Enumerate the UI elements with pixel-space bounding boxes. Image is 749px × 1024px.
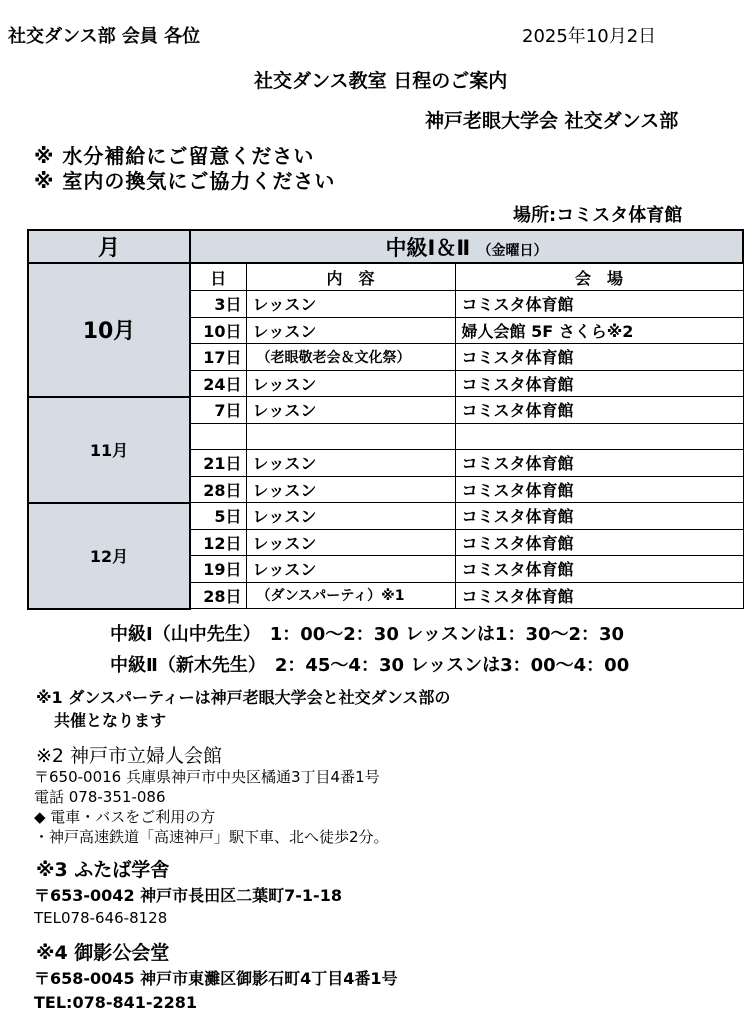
document-title: 社交ダンス教室 日程のご案内 <box>254 70 508 92</box>
day-cell <box>190 423 246 450</box>
table-row <box>28 397 743 424</box>
schedule-table <box>27 229 744 610</box>
content-cell: レッスン <box>246 397 455 424</box>
table-header-row <box>28 230 743 263</box>
class-time-level2: 中級Ⅱ（新木先生） 2：45〜4：30 レッスンは3：00〜4：00 <box>110 655 630 676</box>
venue2-title: ※2 神戸市立婦人会館 <box>36 745 223 767</box>
venue-cell: コミスタ体育館 <box>455 344 743 371</box>
venue3-phone: TEL078-646-8128 <box>34 909 168 927</box>
month-cell-october: 10月 <box>28 263 190 397</box>
class-time-level1: 中級Ⅰ（山中先生） 1：00〜2：30 レッスンは1：30〜2：30 <box>110 624 625 645</box>
venue4-phone: TEL:078-841-2281 <box>34 993 198 1012</box>
venue-cell: コミスタ体育館 <box>455 450 743 477</box>
day-cell: 21日 <box>190 450 246 477</box>
day-cell: 17日 <box>190 344 246 371</box>
organization-name: 神戸老眼大学会 社交ダンス部 <box>425 110 679 132</box>
venue-cell: コミスタ体育館 <box>455 556 743 583</box>
venue2-phone: 電話 078-351-086 <box>34 788 166 806</box>
month-cell-december: 12月 <box>28 503 190 609</box>
content-cell: レッスン <box>246 370 455 397</box>
content-cell: レッスン <box>246 291 455 318</box>
notice-ventilation: ※ 室内の換気にご協力ください <box>34 169 336 193</box>
day-column-header: 日 <box>190 263 246 291</box>
day-cell: 28日 <box>190 582 246 609</box>
venue4-title: ※4 御影公会堂 <box>36 942 170 964</box>
table-subheader-row <box>28 263 743 291</box>
month-cell-november: 11月 <box>28 397 190 503</box>
day-cell: 12日 <box>190 529 246 556</box>
day-cell: 7日 <box>190 397 246 424</box>
venue-cell: 婦人会館 5F さくら※2 <box>455 317 743 344</box>
venue-cell: コミスタ体育館 <box>455 370 743 397</box>
venue-cell <box>455 423 743 450</box>
day-cell: 19日 <box>190 556 246 583</box>
notice-hydration: ※ 水分補給にご留意ください <box>34 144 315 168</box>
class-column-header <box>190 230 743 263</box>
day-cell: 24日 <box>190 370 246 397</box>
table-row <box>28 503 743 530</box>
location-label: 場所:コミスタ体育館 <box>513 205 683 226</box>
class-name: 中級Ⅰ＆Ⅱ <box>385 235 471 260</box>
content-column-header: 内 容 <box>246 263 455 291</box>
content-cell: レッスン <box>246 556 455 583</box>
venue-cell: コミスタ体育館 <box>455 397 743 424</box>
content-cell: （ダンスパーティ）※1 <box>246 582 455 609</box>
day-cell: 3日 <box>190 291 246 318</box>
venue3-address: 〒653-0042 神戸市長田区二葉町7-1-18 <box>34 886 342 905</box>
footnote-party-line1: ※1 ダンスパーティーは神戸老眼大学会と社交ダンス部の <box>36 688 451 707</box>
venue-cell: コミスタ体育館 <box>455 503 743 530</box>
content-cell: レッスン <box>246 503 455 530</box>
content-cell <box>246 423 455 450</box>
venue3-title: ※3 ふたば学舎 <box>36 859 170 881</box>
day-cell: 10日 <box>190 317 246 344</box>
content-cell: レッスン <box>246 476 455 503</box>
day-cell: 28日 <box>190 476 246 503</box>
venue-cell: コミスタ体育館 <box>455 476 743 503</box>
venue2-access: ・神戸高速鉄道「高速神戸」駅下車、北へ徒歩2分。 <box>34 828 389 846</box>
recipient-line: 社交ダンス部 会員 各位 <box>8 26 201 47</box>
venue2-access-header: ◆ 電車・バスをご利用の方 <box>34 808 216 826</box>
footnote-party-line2: 共催となります <box>54 711 167 730</box>
content-cell: レッスン <box>246 450 455 477</box>
month-column-header: 月 <box>28 230 190 263</box>
venue-cell: コミスタ体育館 <box>455 582 743 609</box>
content-cell: レッスン <box>246 529 455 556</box>
document-date: 2025年10月2日 <box>522 26 657 47</box>
venue-cell: コミスタ体育館 <box>455 529 743 556</box>
venue-column-header: 会 場 <box>455 263 743 291</box>
day-cell: 5日 <box>190 503 246 530</box>
venue-cell: コミスタ体育館 <box>455 291 743 318</box>
content-cell: レッスン <box>246 317 455 344</box>
venue4-address: 〒658-0045 神戸市東灘区御影石町4丁目4番1号 <box>34 969 398 988</box>
class-weekday: （金曜日） <box>477 242 548 259</box>
content-cell: （老眼敬老会＆文化祭） <box>246 344 455 371</box>
venue2-address: 〒650-0016 兵庫県神戸市中央区橘通3丁目4番1号 <box>34 768 380 786</box>
